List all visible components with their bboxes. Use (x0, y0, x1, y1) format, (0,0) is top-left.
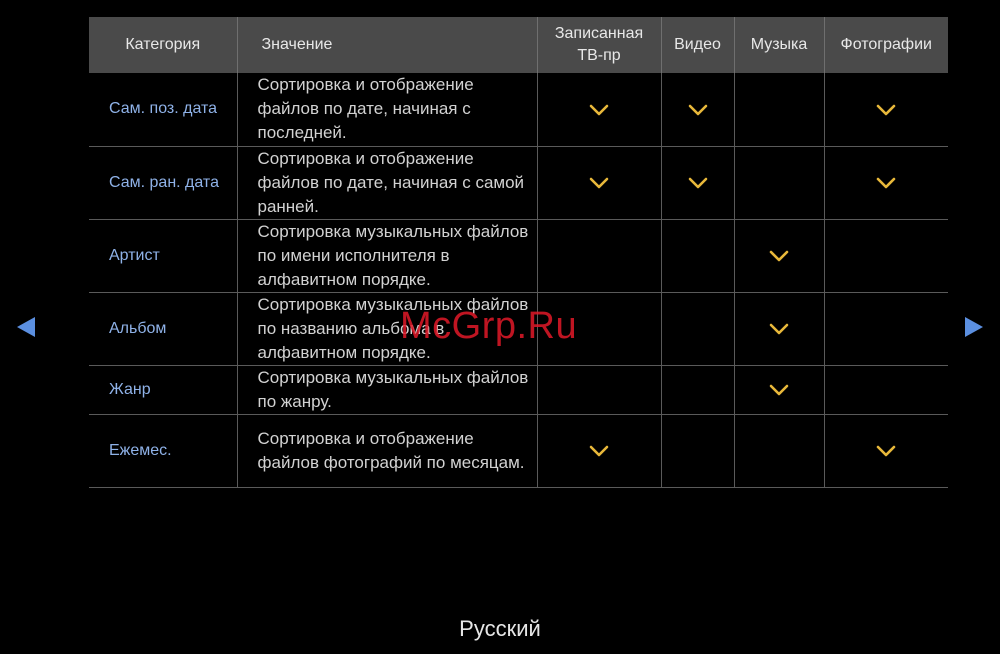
check-icon (769, 383, 789, 397)
row-category: Альбом (89, 292, 237, 365)
cell-video (661, 219, 734, 292)
sort-options-table (89, 17, 948, 488)
header-video: Видео (661, 17, 734, 73)
header-photos: Фотографии (824, 17, 948, 73)
check-icon (876, 103, 896, 117)
row-description: Сортировка и отображение файлов по дате, начиная с последней. (237, 73, 537, 146)
cell-video (661, 292, 734, 365)
cell-photos (824, 219, 948, 292)
row-description: Сортировка музыкальных файлов по жанру. (237, 365, 537, 414)
cell-video (661, 73, 734, 146)
cell-recorded (537, 73, 661, 146)
cell-music (734, 292, 824, 365)
cell-music (734, 146, 824, 219)
check-icon (688, 176, 708, 190)
cell-video (661, 146, 734, 219)
cell-recorded (537, 219, 661, 292)
cell-photos (824, 414, 948, 487)
row-description: Сортировка и отображение файлов фотографий по месяцам. (237, 414, 537, 487)
table-row (89, 219, 948, 292)
header-recorded-tv (537, 17, 661, 73)
row-category: Артист (89, 219, 237, 292)
table-row (89, 414, 948, 487)
triangle-right-icon[interactable] (964, 316, 984, 338)
check-icon (876, 176, 896, 190)
cell-video (661, 365, 734, 414)
cell-photos (824, 365, 948, 414)
check-icon (589, 444, 609, 458)
cell-recorded (537, 414, 661, 487)
table-row (89, 73, 948, 146)
cell-photos (824, 146, 948, 219)
row-description: Сортировка музыкальных файлов по имени исполнителя в алфавитном порядке. (237, 219, 537, 292)
check-icon (769, 322, 789, 336)
header-category: Категория (89, 17, 237, 73)
table-body (89, 73, 948, 487)
cell-video (661, 414, 734, 487)
check-icon (589, 176, 609, 190)
row-category: Жанр (89, 365, 237, 414)
row-category: Сам. ран. дата (89, 146, 237, 219)
check-icon (769, 249, 789, 263)
cell-music (734, 365, 824, 414)
row-category: Ежемес. (89, 414, 237, 487)
header-value: Значение (237, 17, 537, 73)
table-row (89, 365, 948, 414)
table-header-row (89, 17, 948, 73)
check-icon (876, 444, 896, 458)
header-recorded-line2: ТВ-пр (577, 47, 621, 64)
row-description: Сортировка музыкальных файлов по названию альбома в алфавитном порядке. (237, 292, 537, 365)
table-row (89, 146, 948, 219)
footer-language: Русский (459, 616, 541, 641)
cell-music (734, 414, 824, 487)
header-music: Музыка (734, 17, 824, 73)
cell-recorded (537, 146, 661, 219)
cell-photos (824, 73, 948, 146)
header-recorded-line1: Записанная (554, 25, 644, 42)
row-description: Сортировка и отображение файлов по дате, начиная с самой ранней. (237, 146, 537, 219)
cell-recorded (537, 365, 661, 414)
watermark: McGrp.Ru (400, 305, 578, 347)
check-icon (589, 103, 609, 117)
cell-photos (824, 292, 948, 365)
row-category: Сам. поз. дата (89, 73, 237, 146)
cell-music (734, 73, 824, 146)
check-icon (688, 103, 708, 117)
cell-music (734, 219, 824, 292)
triangle-left-icon[interactable] (16, 316, 36, 338)
